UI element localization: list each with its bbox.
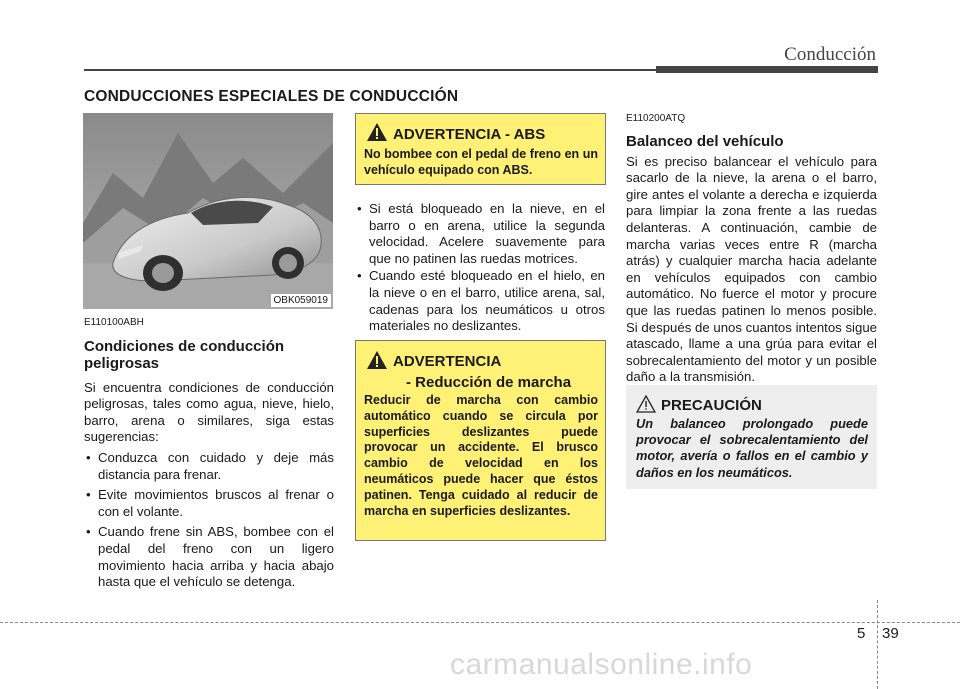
warning-box-abs xyxy=(355,113,606,185)
page-number-divider xyxy=(877,600,878,689)
warning-icon xyxy=(366,350,388,375)
footer-rule xyxy=(0,622,960,623)
list-item: • Cuando esté bloqueado en el hielo, en la nieve o en el barro, utilice arena, sal, cadenas para los neumáticos u otros materiales no deslizantes. xyxy=(355,268,605,334)
warning-icon xyxy=(366,122,388,147)
column-1 xyxy=(84,315,334,591)
warning-title: ADVERTENCIA xyxy=(393,353,502,370)
caution-title: PRECAUCIÓN xyxy=(661,397,762,414)
warning-box-gear xyxy=(355,340,606,541)
page-number: 39 xyxy=(882,625,899,642)
warning-subtitle: - Reducción de marcha xyxy=(406,374,572,391)
stuck-tips-list xyxy=(355,201,605,335)
car-photo xyxy=(83,113,333,309)
subheading: Condiciones de conducción peligrosas xyxy=(84,337,285,372)
section-title: Conducción xyxy=(784,44,876,65)
warning-title: ADVERTENCIA - xyxy=(393,126,514,143)
warning-title-suffix: ABS xyxy=(513,126,546,143)
warning-body: No bombee con el pedal de freno en un vehículo equipado con ABS. xyxy=(364,147,598,177)
warning-body: Reducir de marcha con cambio automático cuando se circula por superficies deslizantes puede provocar un accidente. El brusco cambio de velocidad en los neumáticos puede hacer que éstos patinen. Tenga cuidado al reducir de marcha en superficies deslizantes. xyxy=(364,393,598,518)
list-item: • Si está bloqueado en la nieve, en el barro o en arena, utilice la segunda velocidad. Acelere suavemente para que no patinen las ruedas motrices. xyxy=(355,201,605,267)
page-title: CONDUCCIONES ESPECIALES DE CONDUCCIÓN xyxy=(84,88,459,105)
caution-body: Un balanceo prolongado puede provocar el sobrecalentamiento del motor, avería o fallos en el cambio y daños en los neumáticos. xyxy=(636,416,868,480)
list-item: • Cuando frene sin ABS, bombee con el pedal del freno con un ligero movimiento hacia arriba y hacia abajo hasta que el vehículo se detenga. xyxy=(84,524,334,590)
column-2-text xyxy=(355,201,605,335)
header-rule xyxy=(84,69,656,71)
section-code: E110100ABH xyxy=(84,317,144,328)
suggestions-list xyxy=(84,450,334,591)
list-item: • Evite movimientos bruscos al frenar o con el volante. xyxy=(84,487,334,520)
list-item: • Conduzca con cuidado y deje más distancia para frenar. xyxy=(84,450,334,483)
caution-icon xyxy=(636,395,656,418)
column-3 xyxy=(626,111,877,386)
photo-caption-id: OBK059019 xyxy=(271,294,332,307)
intro-paragraph: Si encuentra condiciones de conducción peligrosas, tales como agua, nieve, hielo, barro, arena o similares, siga estas sugerencias: xyxy=(84,379,334,445)
subheading: Balanceo del vehículo xyxy=(626,132,784,150)
chapter-number: 5 xyxy=(857,625,866,642)
section-code: E110200ATQ xyxy=(626,113,686,124)
header-bar xyxy=(656,66,878,73)
body-paragraph: Si es preciso balancear el vehículo para sacarlo de la nieve, la arena o el barro, gire antes el volante a derecha e izquierda para limpiar la zona frente a las ruedas delanteras. A continuación, cambie de marcha varias veces entre R (marcha atrás) y cualquier marcha hacia adelante en vehículos equipados con cambio automático. No fuerce el motor y procure que las ruedas patinen lo menos posible. Si después de unos cuantos intentos sigue atascado, llame a una grúa para evitar el sobrecalentamiento del motor y un posible daño a la transmisión. xyxy=(626,153,877,385)
car-illustration xyxy=(83,113,333,309)
watermark: carmanualsonline.info xyxy=(450,648,753,681)
caution-box xyxy=(626,385,877,489)
